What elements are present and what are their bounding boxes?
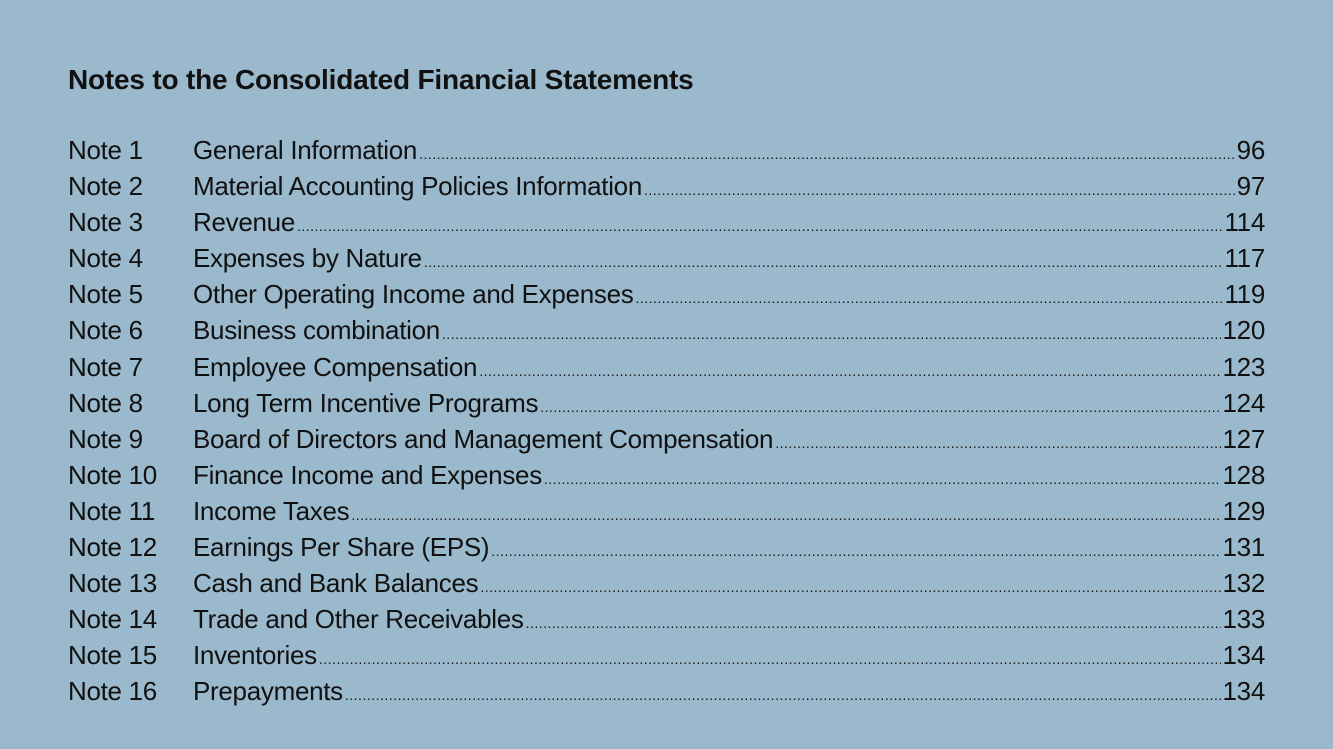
page-number: 119 [1224,279,1265,310]
toc-row[interactable] [68,637,1265,673]
page-number: 133 [1222,604,1265,635]
note-number: Note 7 [68,351,143,382]
note-number: Note 2 [68,171,143,202]
dot-leader [442,327,1221,341]
note-number: Note 12 [68,532,157,563]
dot-leader [479,364,1220,378]
page-number: 128 [1222,459,1265,490]
page-number: 114 [1224,207,1265,238]
toc-row[interactable] [68,457,1265,493]
dot-leader [345,688,1221,702]
dot-leader [526,616,1221,630]
toc-row[interactable] [68,349,1265,385]
page-number: 97 [1236,171,1265,202]
toc-row[interactable] [68,204,1265,240]
dot-leader [319,652,1221,666]
page-number: 127 [1222,423,1265,454]
page-number: 129 [1222,495,1265,526]
note-title: Prepayments [193,676,343,707]
dot-leader [544,472,1221,486]
toc-row[interactable] [68,168,1265,204]
dot-leader [419,147,1235,161]
dot-leader [540,400,1220,414]
page-number: 134 [1222,640,1265,671]
note-number: Note 10 [68,459,157,490]
toc-row[interactable] [68,673,1265,709]
dot-leader [424,255,1223,269]
note-number: Note 16 [68,676,157,707]
page-number: 123 [1222,351,1265,382]
dot-leader [351,508,1220,522]
note-number: Note 9 [68,423,143,454]
page-number: 134 [1222,676,1265,707]
note-number: Note 13 [68,568,157,599]
note-title: Income Taxes [193,495,350,526]
note-title: Inventories [193,640,317,671]
note-number: Note 5 [68,279,143,310]
page-number: 124 [1222,387,1265,418]
dot-leader [644,183,1235,197]
notes-table-of-contents [68,132,1265,710]
page-number: 132 [1222,568,1265,599]
dot-leader [491,544,1220,558]
toc-row[interactable] [68,421,1265,457]
note-title: Trade and Other Receivables [193,604,524,635]
toc-row[interactable] [68,385,1265,421]
toc-row[interactable] [68,529,1265,565]
toc-row[interactable] [68,601,1265,637]
page-title: Notes to the Consolidated Financial Statements [68,64,694,95]
dot-leader [775,436,1220,450]
dot-leader [297,219,1222,233]
note-title: Long Term Incentive Programs [193,387,539,418]
page-number: 117 [1224,243,1265,274]
note-title: Material Accounting Policies Information [193,171,643,202]
page-number: 96 [1236,135,1265,165]
toc-row[interactable] [68,493,1265,529]
dot-leader [635,291,1222,305]
toc-row[interactable] [68,565,1265,601]
note-number: Note 15 [68,640,157,671]
note-number: Note 4 [68,243,143,274]
note-title: Finance Income and Expenses [193,459,542,490]
note-number: Note 11 [68,495,156,526]
page-number: 131 [1222,532,1265,563]
note-number: Note 8 [68,387,143,418]
toc-row[interactable] [68,312,1265,348]
toc-row[interactable] [68,276,1265,312]
note-number: Note 3 [68,207,143,238]
toc-row[interactable] [68,132,1265,168]
note-title: Earnings Per Share (EPS) [193,532,490,563]
dot-leader [480,580,1220,594]
note-title: Other Operating Income and Expenses [193,279,634,310]
note-title: Business combination [193,315,440,346]
note-title: Board of Directors and Management Compensation [193,423,774,454]
note-title: Revenue [193,207,295,238]
note-number: Note 14 [68,604,157,635]
page-number: 120 [1222,315,1265,346]
note-title: Expenses by Nature [193,243,422,274]
toc-row[interactable] [68,240,1265,276]
note-title: General Information [193,135,418,165]
note-number: Note 6 [68,315,143,346]
note-number: Note 1 [68,135,143,165]
note-title: Employee Compensation [193,351,478,382]
note-title: Cash and Bank Balances [193,568,479,599]
